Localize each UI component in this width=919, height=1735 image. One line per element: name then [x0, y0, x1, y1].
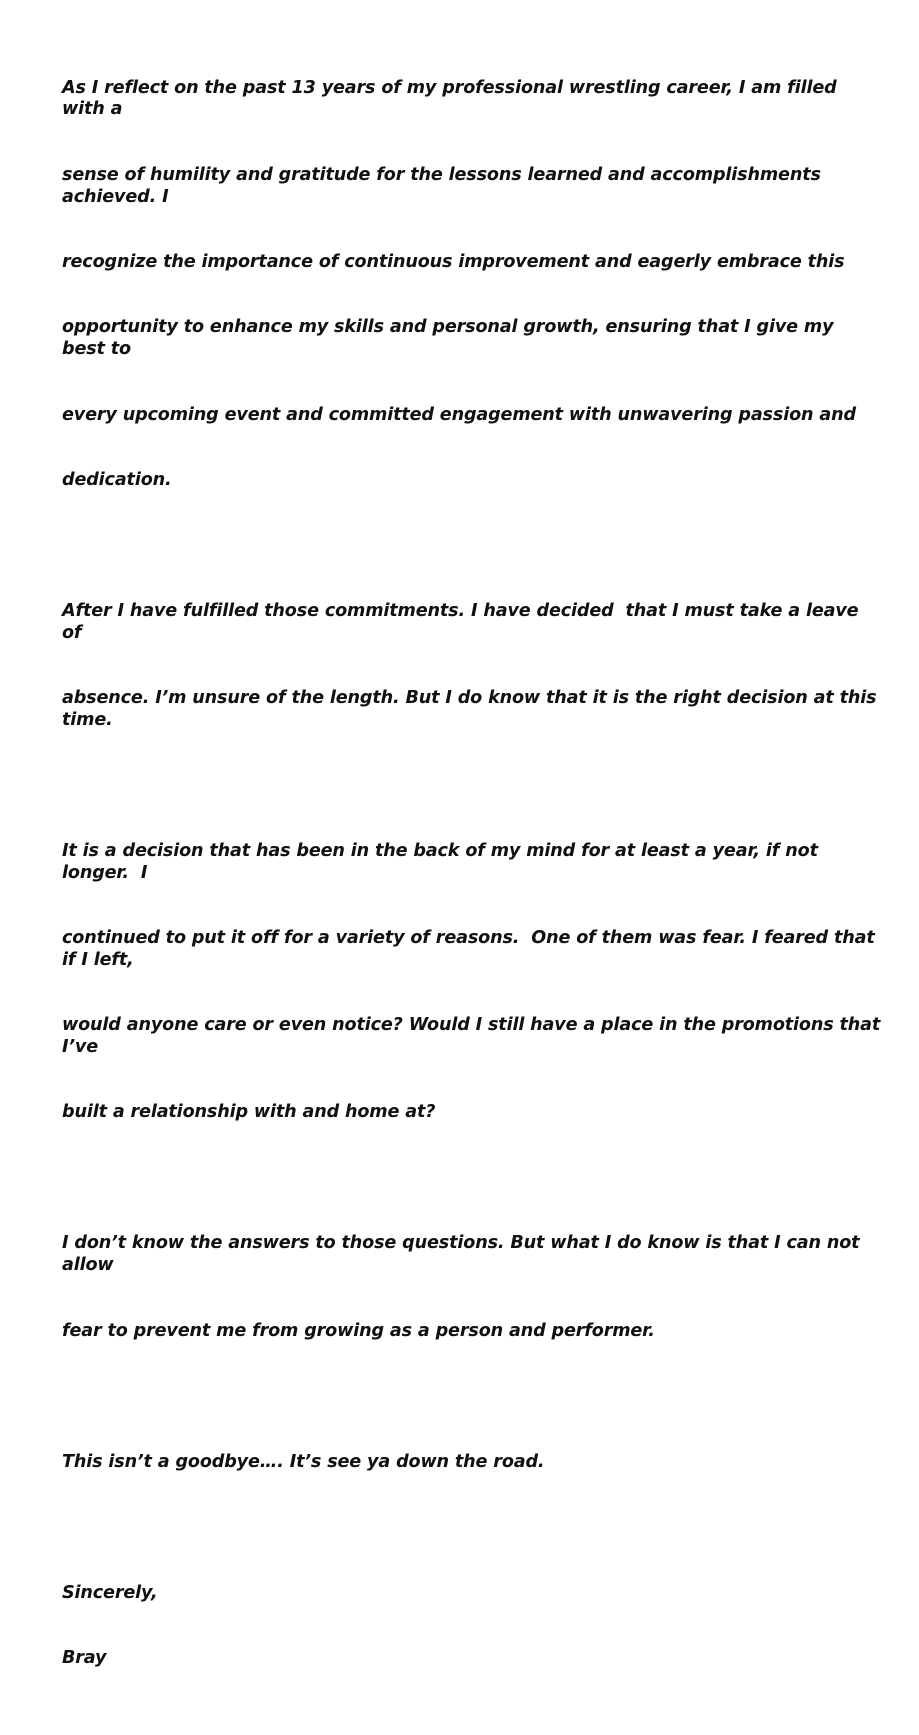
signature-name: Bray [62, 1647, 107, 1668]
paragraph-answers [62, 1190, 882, 1386]
paragraph-line: built a relationship with and home at? [62, 1102, 436, 1123]
paragraph-line: sense of humility and gratitude for the lessons learned and accomplishments achieved. I [62, 164, 827, 207]
paragraph-line: After I have fulfilled those commitments. I have decided that I must take a leave of [62, 600, 865, 643]
paragraph-decision [62, 797, 887, 1168]
paragraph-line: This isn’t a goodbye…. It’s see ya down the road. [62, 1451, 545, 1472]
paragraph-line: I don’t know the answers to those questions. But what I do know is that I can not allow [62, 1233, 866, 1276]
paragraph-line: continued to put it off for a variety of reasons. One of them was fear. I feared that if I left, [62, 928, 881, 970]
paragraph-leave-of-absence [62, 557, 882, 775]
signature-block [62, 1539, 882, 1713]
paragraph-line: fear to prevent me from growing as a person and performer. [62, 1320, 655, 1341]
paragraph-line: absence. I’m unsure of the length. But I do know that it is the right decision at this time. [62, 688, 883, 730]
paragraph-line: would anyone care or even notice? Would I still have a place in the promotions that I’ve [62, 1015, 887, 1058]
paragraph-line: dedication. [62, 469, 172, 490]
paragraph-line: opportunity to enhance my skills and personal growth, ensuring that I give my best to [62, 317, 840, 360]
letter-body [62, 34, 887, 1735]
paragraph-line: recognize the importance of continuous improvement and eagerly embrace this [62, 251, 845, 272]
closing-text: Sincerely, [62, 1582, 158, 1603]
paragraph-line: As I reflect on the past 13 years of my professional wrestling career, I am filled with a [62, 77, 843, 120]
paragraph-line: every upcoming event and committed engagement with unwavering passion and [62, 404, 856, 425]
paragraph-reflection [62, 34, 882, 535]
paragraph-farewell [62, 1408, 882, 1517]
paragraph-line: It is a decision that has been in the back of my mind for at least a year, if not longer. I [62, 840, 824, 883]
